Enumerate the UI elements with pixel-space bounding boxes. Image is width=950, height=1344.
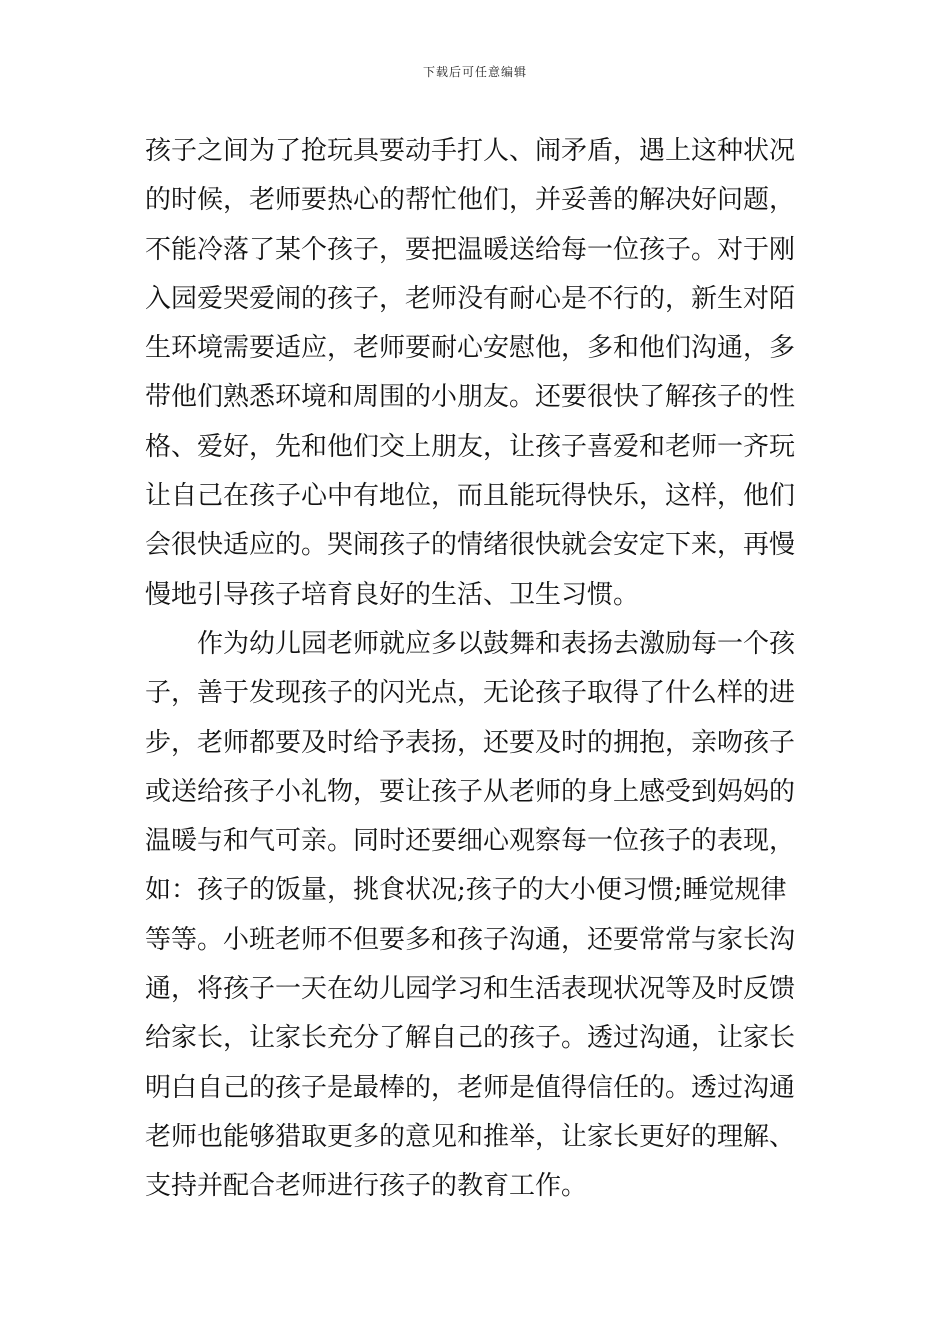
text-line: 步，老师都要及时给予表扬，还要及时的拥抱，亲吻孩子 <box>145 727 796 758</box>
text-line: 给家长，让家长充分了解自己的孩子。透过沟通，让家长 <box>145 1023 796 1054</box>
text-line: 明白自己的孩子是最棒的，老师是值得信任的。透过沟通 <box>145 1072 796 1103</box>
text-line: 子，善于发现孩子的闪光点，无论孩子取得了什么样的进 <box>145 678 796 709</box>
text-line: 的时候，老师要热心的帮忙他们，并妥善的解决好问题， <box>145 185 796 216</box>
paragraph-2 <box>145 620 810 1212</box>
document-body <box>145 127 810 1212</box>
text-line: 带他们熟悉环境和周围的小朋友。还要很快了解孩子的性 <box>145 382 796 413</box>
text-line: 生环境需要适应，老师要耐心安慰他，多和他们沟通，多 <box>145 333 796 364</box>
text-line: 让自己在孩子心中有地位，而且能玩得快乐，这样，他们 <box>145 481 796 512</box>
text-line: 等等。小班老师不但要多和孩子沟通，还要常常与家长沟 <box>145 924 796 955</box>
text-line: 慢地引导孩子培育良好的生活、卫生习惯。 <box>145 579 640 610</box>
text-line: 孩子之间为了抢玩具要动手打人、闹矛盾，遇上这种状况 <box>145 136 796 166</box>
text-line: 或送给孩子小礼物，要让孩子从老师的身上感受到妈妈的 <box>145 776 796 807</box>
text-line: 会很快适应的。哭闹孩子的情绪很快就会安定下来，再慢 <box>145 530 796 561</box>
text-line: 温暖与和气可亲。同时还要细心观察每一位孩子的表现， <box>145 826 796 857</box>
text-line: 支持并配合老师进行孩子的教育工作。 <box>145 1171 588 1202</box>
text-line: 如：孩子的饭量，挑食状况;孩子的大小便习惯;睡觉规律 <box>145 875 787 906</box>
paragraph-1 <box>145 127 810 620</box>
text-line: 通，将孩子一天在幼儿园学习和生活表现状况等及时反馈 <box>145 974 796 1005</box>
text-line: 格、爱好，先和他们交上朋友，让孩子喜爱和老师一齐玩 <box>145 431 796 462</box>
text-line-indented: 作为幼儿园老师就应多以鼓舞和表扬去激励每一个孩 <box>197 628 796 659</box>
page-header: 下载后可任意编辑 <box>422 65 527 79</box>
text-line: 不能冷落了某个孩子，要把温暖送给每一位孩子。对于刚 <box>145 234 796 265</box>
text-line: 入园爱哭爱闹的孩子，老师没有耐心是不行的，新生对陌 <box>145 283 796 314</box>
text-line: 老师也能够猎取更多的意见和推举，让家长更好的理解、 <box>145 1121 796 1152</box>
